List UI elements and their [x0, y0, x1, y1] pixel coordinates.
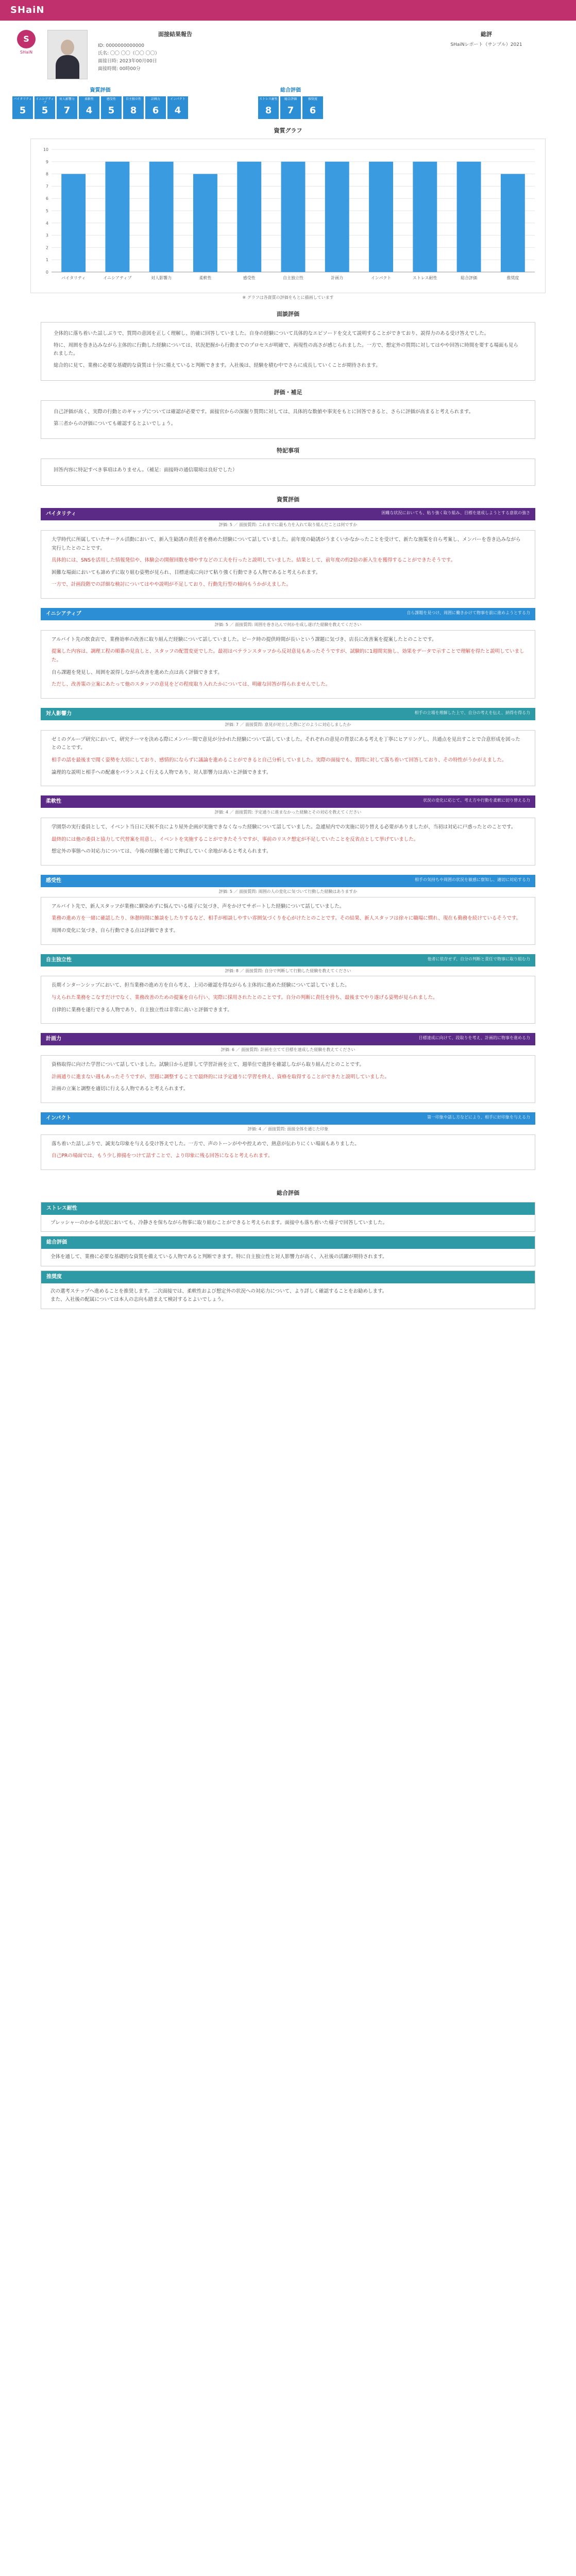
score-tile	[167, 96, 188, 119]
chart-note: ※ グラフは各資質の評価をもとに描画しています	[242, 295, 334, 300]
paragraph: プレッシャーのかかる状況においても、冷静さを保ちながら物事に取り組むことができると考えられます。面接中も落ち着いた様子で回答していました。	[50, 1219, 388, 1226]
paragraph: 全体的に落ち着いた話しぶりで、質問の意図を正しく理解し、的確に回答していました。自身の経験について具体的なエピソードを交えて説明することができており、説得力のある受け答えでした。	[54, 330, 489, 336]
trait-body	[41, 1055, 535, 1103]
trait-header	[41, 795, 535, 808]
score-value: 5	[41, 105, 48, 116]
profile-row: 面接日時: 2023年00月00日	[98, 59, 157, 64]
trait-text	[41, 1135, 535, 1170]
paragraph: 周囲の変化に気づき、自ら行動できる点は評価できます。	[52, 928, 178, 934]
trait-note: 評価: 5 ／ 面接質問: これまでに最も力を入れて取り組んだことは何ですか	[218, 522, 358, 528]
paragraph: 学園祭の実行委員として、イベント当日に天候不良により屋外企画が実施できなくなった経験について話していました。急遽屋内での実施に切り替える必要がありましたが、当初は対応に戸惑ったとのことです。	[52, 824, 516, 831]
trait-header	[41, 508, 535, 520]
bar	[193, 174, 217, 272]
paragraph: 総合的に見て、業務に必要な基礎的な資質は十分に備えていると判断できます。入社後は、経験を積む中でさらに成長していくことが期待されます。	[54, 362, 381, 368]
score-value: 8	[130, 105, 137, 116]
score-tile	[12, 96, 33, 119]
x-tick-label: 自主独立性	[283, 275, 303, 280]
score-panel	[0, 84, 576, 119]
trait-note: 評価: 8 ／ 面接質問: 自分で判断して行動した経験を教えてください	[225, 968, 351, 973]
trait-name: バイタリティ	[46, 511, 76, 517]
trait-body	[41, 897, 535, 945]
paragraph: 落ち着いた話しぶりで、誠実な印象を与える受け答えでした。一方で、声のトーンがやや控えめで、熱意が伝わりにくい場面もありました。	[52, 1141, 360, 1147]
score-label: インパクト	[170, 97, 185, 101]
trait-note: 評価: 4 ／ 面接質問: 面接全体を通じた印象	[247, 1126, 329, 1131]
summary-card-title: 総合評価	[41, 1236, 535, 1249]
y-tick-label: 5	[45, 208, 48, 213]
y-tick-label: 2	[45, 245, 48, 250]
trait-note: 評価: 6 ／ 面接質問: 計画を立てて目標を達成した経験を教えてください	[221, 1047, 355, 1053]
summary-card	[41, 1236, 535, 1266]
score-value: 6	[152, 105, 159, 116]
paragraph: アルバイト先の飲食店で、業務効率の改善に取り組んだ経験について話していました。ピーク時の提供時間が長いという課題に気づき、店長に改善案を提案したとのことです。	[52, 636, 437, 642]
profile-row: 面接時間: 00時00分	[98, 66, 141, 72]
brand-title: SHaiN	[10, 4, 45, 15]
score-tile	[145, 96, 166, 119]
y-tick-label: 0	[45, 269, 48, 275]
note-box	[41, 459, 535, 486]
paragraph: 長期インターンシップにおいて、担当業務の進め方を自ら考え、上司の確認を得ながらも主体的に進めた経験について話していました。	[52, 982, 350, 989]
trait-name: インパクト	[46, 1115, 72, 1121]
x-tick-label: イニシアティブ	[103, 275, 132, 280]
summary-title: 総評	[481, 31, 492, 38]
summary-card	[41, 1202, 535, 1232]
logo-icon: S	[17, 30, 36, 48]
trait-body	[41, 530, 535, 599]
person-icon	[56, 38, 79, 79]
trait-body	[41, 1134, 535, 1170]
trait-description: 自ら課題を見つけ、周囲に働きかけて物事を前に進めようとする力	[406, 611, 530, 616]
score-label: イニシアティブ	[36, 97, 54, 105]
bar	[105, 161, 129, 272]
bar	[149, 161, 174, 272]
x-tick-label: 対人影響力	[151, 275, 172, 280]
score-value: 5	[19, 105, 26, 116]
trait-header	[41, 954, 535, 967]
y-tick-label: 8	[45, 172, 48, 177]
bar	[325, 161, 349, 272]
score-tile	[123, 96, 144, 119]
trait-name: 計画力	[46, 1036, 61, 1042]
score-tile	[302, 96, 323, 119]
bar	[61, 174, 86, 272]
trait-description: 状況の変化に応じて、考え方や行動を柔軟に切り替える力	[423, 798, 530, 803]
summary-line: SHaiNレポート（サンプル）2021	[450, 42, 522, 47]
note-title: 特記事項	[277, 447, 299, 454]
y-tick-label: 9	[45, 159, 48, 164]
trait-description: 第一印象や話し方などにより、相手に好印象を与える力	[427, 1114, 530, 1120]
score-value: 4	[86, 105, 93, 116]
paragraph: ゼミのグループ研究において、研究テーマを決める際にメンバー間で意見が分かれた経験について話していました。それぞれの意見の背景にある考えを丁寧にヒアリングし、共通点を見出すことで合意形成を図ったとのことです。	[52, 736, 520, 751]
profile-row: ID: 0000000000000	[98, 43, 144, 48]
note-text: 回答内容に特記すべき事項はありません。（補足：面接時の通信環境は良好でした）	[54, 467, 238, 473]
x-tick-label: 総合評価	[461, 275, 478, 280]
x-tick-label: ストレス耐性	[412, 275, 437, 280]
profile-title: 面接結果報告	[158, 31, 192, 38]
score-label: 柔軟性	[84, 97, 94, 101]
trait-text	[41, 1056, 535, 1103]
score-group-traits	[12, 87, 188, 119]
x-tick-label: 推奨度	[506, 275, 519, 280]
y-tick-label: 1	[45, 257, 48, 262]
paragraph: 最終的には他の委員と協力して代替案を用意し、イベントを実施することができたそうですが、事前のリスク想定が不足していたことを反省点として挙げていました。	[52, 836, 419, 842]
trait-name: 柔軟性	[46, 799, 61, 805]
trait-description: 相手の立場を理解した上で、自分の考えを伝え、納得を得る力	[414, 710, 530, 715]
x-tick-label: バイタリティ	[61, 275, 86, 280]
trait-note: 評価: 5 ／ 面接質問: 周囲の人の変化に気づいて行動した経験はありますか	[218, 889, 358, 894]
bar	[369, 161, 393, 272]
paragraph: 自己評価が高く、実際の行動とのギャップについては確認が必要です。面接官からの深掘り質問に対しては、具体的な数値や事実をもとに回答できると、さらに評価が高まると考えられます。	[54, 409, 474, 415]
trait-body	[41, 730, 535, 787]
trait-note: 評価: 5 ／ 面接質問: 周囲を巻き込んで何かを成し遂げた経験を教えてください	[214, 622, 362, 628]
overall-box	[41, 322, 535, 381]
logo	[12, 30, 40, 79]
score-label: バイタリティ	[13, 97, 32, 101]
y-tick-label: 10	[43, 147, 48, 152]
trait-header	[41, 708, 535, 720]
score-tile	[35, 96, 55, 119]
paragraph: また、入社後の配属については本人の志向も踏まえて検討するとよいでしょう。	[50, 1297, 227, 1303]
paragraph: 想定外の事態への対応力については、今後の経験を通じて伸ばしていく余地があると考えられます。	[52, 849, 272, 855]
score-tile	[280, 96, 301, 119]
trait-name: 対人影響力	[46, 710, 72, 717]
paragraph: 自律的に業務を遂行できる人物であり、自主独立性は非常に高いと評価できます。	[52, 1007, 232, 1013]
trait-name: 感受性	[46, 877, 61, 884]
trait-body	[41, 976, 535, 1024]
profile-header	[0, 21, 576, 84]
x-tick-label: インパクト	[370, 275, 392, 280]
score-label: 感受性	[106, 97, 116, 101]
score-label: 計画力	[150, 97, 160, 101]
trait-description: 困難な状況においても、粘り強く取り組み、目標を達成しようとする意欲の強さ	[381, 511, 530, 516]
score-group-overall	[258, 87, 323, 119]
extra-list	[0, 1202, 576, 1310]
bar	[413, 161, 437, 272]
x-tick-label: 感受性	[243, 275, 256, 280]
x-tick-label: 計画力	[331, 275, 344, 280]
trait-text	[41, 631, 535, 698]
chart-title: 資質グラフ	[274, 127, 302, 134]
score-group-title: 総合評価	[280, 88, 301, 93]
trait-note: 評価: 7 ／ 面接質問: 意見が対立した際にどのように対応しましたか	[225, 722, 351, 727]
trait-description: 他者に依存せず、自分の判断と責任で物事に取り組む力	[427, 956, 530, 961]
extra-section-title: 総合評価	[277, 1190, 299, 1197]
profile-info	[95, 30, 402, 79]
trait-header	[41, 1033, 535, 1045]
paragraph: 資格取得に向けた学習について話していました。試験日から逆算して学習計画を立て、週単位で進捗を確認しながら取り組んだとのことです。	[52, 1062, 364, 1068]
bar	[281, 161, 306, 272]
bar	[501, 174, 525, 272]
trait-text	[41, 897, 535, 944]
summary-card-body	[41, 1249, 535, 1266]
paragraph: 大学時代に所属していたサークル活動において、新入生勧誘の責任者を務めた経験について話していました。前年度の勧誘がうまくいかなかったことを受けて、新たな施策を自ら考案し、メンバーを巻き込みながら実行したとのことです。	[52, 536, 521, 551]
candidate-photo	[47, 30, 88, 79]
paragraph: 全体を通して、業務に必要な基礎的な資質を備えている人物であると判断できます。特に自主独立性と対人影響力が高く、入社後の活躍が期待されます。	[50, 1254, 387, 1260]
score-label: 自主独立性	[125, 97, 141, 101]
trait-description: 目標達成に向けて、段取りを考え、計画的に物事を進める力	[418, 1036, 530, 1041]
y-tick-label: 4	[45, 221, 48, 226]
trait-body	[41, 818, 535, 866]
paragraph: 相手の話を最後まで聞く姿勢を大切にしており、感情的にならずに議論を進めることができると自己分析していました。実際の面接でも、質問に対して落ち着いて回答しており、その特性がうかがえました。	[52, 757, 507, 764]
trait-section-title: 資質評価	[277, 496, 299, 503]
score-tile	[79, 96, 99, 119]
trait-name: イニシアティブ	[46, 611, 81, 617]
paragraph: 与えられた業務をこなすだけでなく、業務改善のための提案を自ら行い、実際に採用されたとのことです。自分の判断に責任を持ち、最後までやり遂げる姿勢が見られました。	[52, 995, 438, 1001]
improve-title: 評価・補足	[274, 389, 302, 396]
trait-description: 相手の気持ちや周囲の状況を敏感に察知し、適切に対応する力	[415, 877, 530, 882]
x-tick-label: 柔軟性	[199, 275, 212, 280]
trait-name: 自主独立性	[46, 957, 72, 963]
score-group-title: 資質評価	[90, 88, 111, 93]
paragraph: アルバイト先で、新人スタッフが業務に馴染めずに悩んでいる様子に気づき、声をかけてサポートした経験について話していました。	[52, 903, 345, 909]
paragraph: 具体的には、SNSを活用した情報発信や、体験会の開催回数を増やすなどの工夫を行ったと説明していました。結果として、前年度の約2倍の新入生を獲得することができたそうです。	[52, 557, 456, 564]
summary-card-title: ストレス耐性	[41, 1202, 535, 1215]
paragraph: 特に、周囲を巻き込みながら主体的に行動した経験については、状況把握から行動までのプロセスが明確で、再現性の高さが感じられました。一方で、想定外の質問に対してはやや回答に時間を要する場面も見られました。	[54, 342, 518, 357]
paragraph: ただし、改善策の立案にあたって他のスタッフの意見をどの程度取り入れたかについては、明確な回答が得られませんでした。	[52, 682, 331, 688]
paragraph: 次の選考ステップへ進めることを推奨します。二次面接では、柔軟性および想定外の状況への対応力について、より詳しく確認することをお勧めします。	[50, 1288, 387, 1294]
score-value: 8	[265, 105, 272, 116]
overall-title: 面談評価	[277, 311, 299, 318]
score-value: 4	[174, 105, 181, 116]
trait-body	[41, 630, 535, 699]
bar	[457, 161, 481, 272]
paragraph: 一方で、計画段階での詳細な検討についてはやや説明が不足しており、行動先行型の傾向もうかがえました。	[52, 582, 292, 588]
score-value: 6	[309, 105, 316, 116]
improve-box	[41, 400, 535, 439]
paragraph: 自ら課題を発見し、周囲を説得しながら改善を進めた点は高く評価できます。	[52, 669, 223, 675]
y-tick-label: 7	[45, 183, 48, 189]
paragraph: 計画通りに進まない週もあったそうですが、翌週に調整することで最終的には予定通りに学習を終え、資格を取得することができたと説明していました。	[52, 1074, 389, 1080]
y-tick-label: 3	[45, 233, 48, 238]
trait-text	[41, 731, 535, 786]
chart-svg	[31, 139, 545, 293]
y-tick-label: 6	[45, 196, 48, 201]
summary-card-body	[41, 1283, 535, 1309]
paragraph: 論理的な説明と相手への配慮をバランスよく行える人物であり、対人影響力は高いと評価できます。	[52, 769, 272, 775]
trait-chart	[30, 139, 546, 293]
trait-text	[41, 818, 535, 865]
trait-text	[41, 531, 535, 598]
summary-card-title: 推奨度	[41, 1271, 535, 1283]
logo-text: SHaiN	[20, 50, 33, 55]
paragraph: 困難な場面においても諦めずに取り組む姿勢が見られ、目標達成に向けて粘り強く行動できる人物であると考えられます。	[52, 569, 321, 575]
score-label: ストレス耐性	[259, 97, 278, 101]
paragraph: 自己PRの場面では、もう少し抑揚をつけて話すことで、より印象に残る回答になると考えられます。	[52, 1153, 273, 1159]
score-value: 7	[287, 105, 294, 116]
score-tiles	[12, 96, 188, 119]
paragraph: 計画の立案と調整を適切に行える人物であると考えられます。	[52, 1086, 189, 1092]
score-tile	[101, 96, 122, 119]
bar	[237, 161, 261, 272]
paragraph: 業務の進め方を一緒に確認したり、休憩時間に雑談をしたりするなど、相手が相談しやすい雰囲気づくりを心がけたとのことです。その結果、新人スタッフは徐々に職場に慣れ、現在も勤務を続けているそうです。	[52, 916, 521, 922]
trait-note: 評価: 4 ／ 面接質問: 予定通りに進まなかった経験とその対応を教えてください	[214, 810, 362, 815]
score-label: 対人影響力	[59, 97, 75, 101]
trait-header	[41, 875, 535, 887]
trait-header	[41, 608, 535, 620]
trait-list	[0, 508, 576, 1179]
trait-text	[41, 976, 535, 1023]
score-tile	[258, 96, 279, 119]
score-label: 総合評価	[284, 97, 297, 101]
summary-card	[41, 1270, 535, 1309]
score-tile	[57, 96, 77, 119]
summary-card-body	[41, 1215, 535, 1232]
paragraph: 第三者からの評価についても確認するとよいでしょう。	[54, 420, 176, 427]
profile-row: 氏名: 〇〇 〇〇（〇〇 〇〇）	[98, 50, 160, 56]
paragraph: 提案した内容は、調理工程の順番の見直しと、スタッフの配置変更でした。最初はベテランスタッフから反対意見もあったそうですが、試験的に1週間実施し、効果をデータで示すことで理解を得たと説明していました。	[52, 649, 524, 664]
score-value: 5	[108, 105, 115, 116]
score-label: 推奨度	[308, 97, 317, 101]
score-tiles	[258, 96, 323, 119]
top-bar	[0, 0, 576, 21]
score-value: 7	[63, 105, 71, 116]
trait-header	[41, 1112, 535, 1125]
summary-box	[409, 30, 564, 79]
